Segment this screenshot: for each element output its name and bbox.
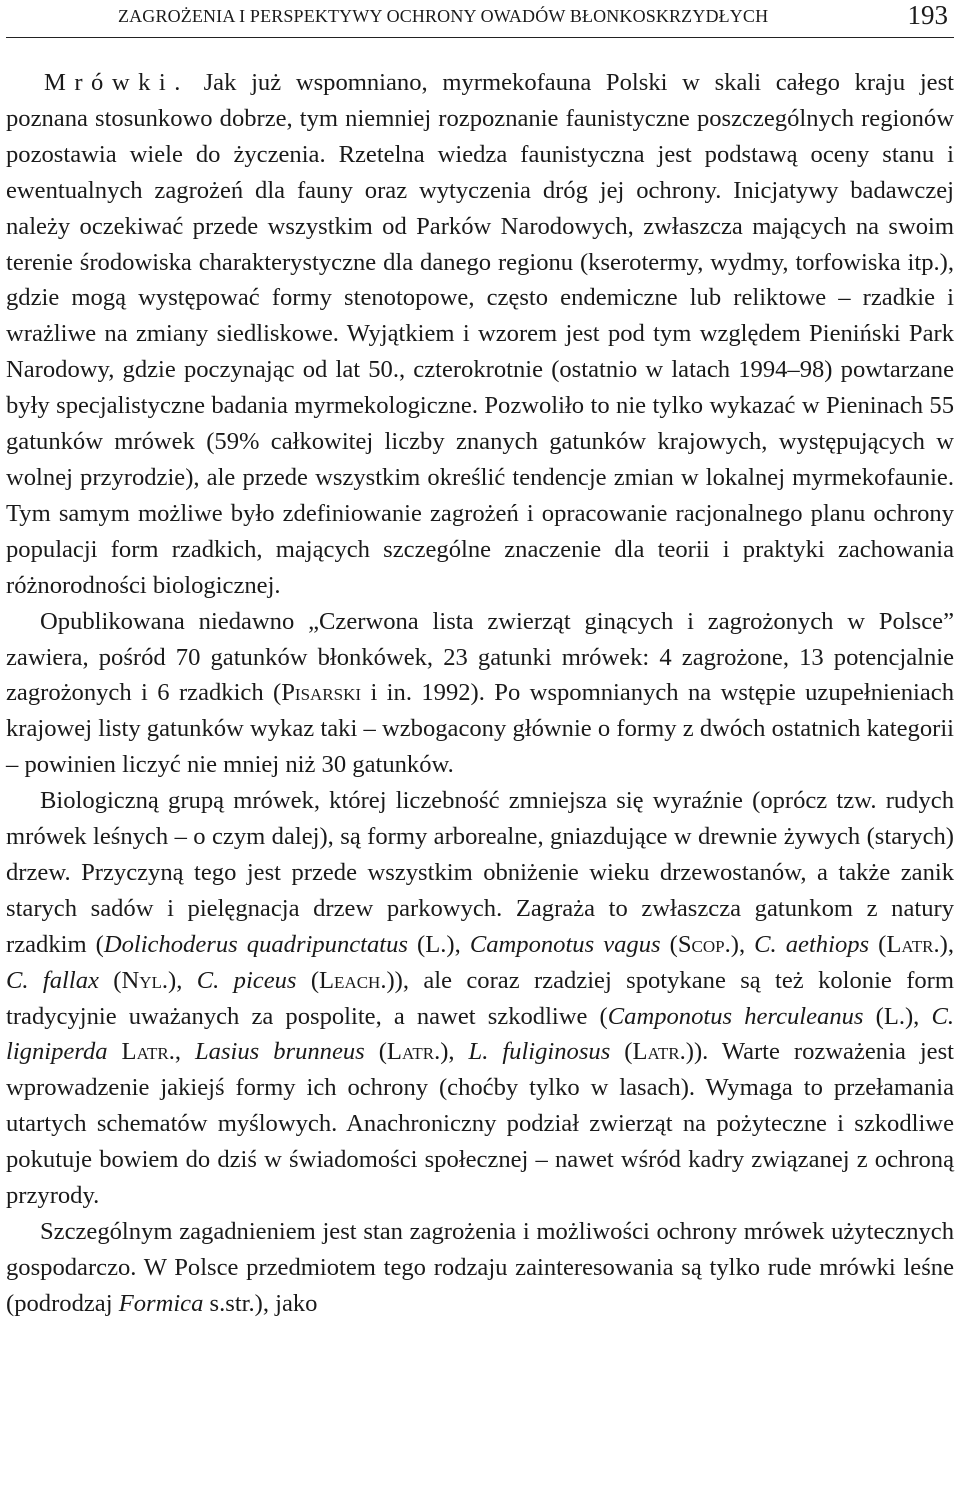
text-run: .), xyxy=(933,930,954,958)
italic-text: Lasius brunneus xyxy=(194,1038,365,1066)
text-run: ( xyxy=(869,930,887,958)
small-caps-text: Nyl xyxy=(121,966,162,994)
paragraph xyxy=(6,1214,954,1322)
small-caps-text: Latr xyxy=(386,1038,435,1066)
text-run: Szczególnym zagadnieniem jest stan zagrożenia i możliwości ochrony mrówek użytecznych gospodarczo. W Polsce przedmiotem tego rodzaju zainteresowania są tylko rude mrówki leśne (podrodzaj xyxy=(6,1218,954,1317)
text-run: .), xyxy=(724,930,755,958)
text-run: i in. 1992). Po wspomnianych na wstępie uzupełnieniach krajowej listy gatunków wykaz taki – wzbogacony głównie o formy z dwóch ostatnich kategorii – powinien liczyć nie mniej niż 30 gatunków. xyxy=(6,679,954,779)
text-run: .)), ale coraz rzadziej spotykane są też kolonie form tradycyjnie uważanych za pospolite, a nawet szkodliwe ( xyxy=(6,966,954,1030)
text-run: ., xyxy=(168,1038,195,1066)
text-run: .), xyxy=(434,1038,469,1066)
text-run: .), xyxy=(161,966,197,994)
small-caps-text: Pisarski xyxy=(281,679,362,707)
italic-text: C. ligniperda xyxy=(6,1002,955,1066)
italic-text: Camponotus vagus xyxy=(469,930,661,958)
italic-text: C. aethiops xyxy=(754,930,870,958)
running-header xyxy=(6,0,954,38)
text-run: (L.), xyxy=(863,1002,932,1030)
text-run: ( xyxy=(98,966,122,994)
italic-text: Camponotus herculeanus xyxy=(607,1002,864,1030)
text-run: Opublikowana niedawno „Czerwona lista zwierząt ginących i zagrożonych w Polsce” zawiera, pośród 70 gatunków błonkówek, 23 gatunki mrówek: 4 zagrożone, 13 potencjalnie zagrożonych i 6 rzadkich ( xyxy=(6,607,954,707)
text-run: (L.), xyxy=(408,930,470,958)
small-caps-text: Latr xyxy=(886,930,934,958)
text-run: .)). Warte rozważenia jest wprowadzenie jakiejś formy ich ochrony (choćby tylko w lasach). Wymaga to przełamania utartych schematów myślowych. Anachroniczny podział zwierząt na pożyteczne i szkodliwe pokutuje bowiem do dziś w świadomości społecznej – nawet wśród kadry związanej z ochroną przyrody. xyxy=(6,1038,954,1210)
text-run: Jak już wspomniano, myrmekofauna Polski w skali całego kraju jest poznana stosunkowo dobrze, tym niemniej rozpoznanie faunistyczne poszczególnych regionów pozostawia wiele do życzenia. Rzetelna wiedza faunistyczna jest podstawą oceny stanu i ewentualnych zagrożeń dla fauny oraz wytyczenia dróg jej ochrony. Inicjatywy badawczej należy oczekiwać przede wszystkim od Parków Narodowych, zwłaszcza mających na swoim terenie środowiska charakterystyczne dla danego regionu (kserotermy, wydmy, torfowiska itp.), gdzie mogą występować formy stenotopowe, często endemiczne lub reliktowe – rzadkie i wrażliwe na zmiany siedliskowe. Wyjątkiem i wzorem jest pod tym względem Pieniński Park Narodowy, gdzie poczynając od lat 50., czterokrotnie (ostatnio w latach 1994–98) powtarzane były specjalistyczne badania myrmekologiczne. Pozwoliło to nie tylko wykazać w Pieninach 55 gatunków mrówek (59% całkowitej liczby znanych gatunków krajowych, występujących w wolnej przyrodzie), ale przede wszystkim określić tendencje zmian w lokalnej myrmekofaunie. Tym samym możliwe było zdefiniowanie zagrożeń i opracowanie racjonalnego planu ochrony populacji form rzadkich, mających szczególne znaczenie dla teorii i praktyki zachowania różnorodności biologicznej. xyxy=(6,69,954,599)
italic-text: L. fuliginosus xyxy=(468,1038,611,1066)
text-run: s.str.), jako xyxy=(203,1289,318,1317)
italic-text: Formica xyxy=(118,1289,204,1317)
paragraph xyxy=(6,783,954,1214)
text-run: ( xyxy=(364,1038,387,1066)
italic-text: C. piceus xyxy=(196,966,297,994)
small-caps-text: Scop xyxy=(677,930,725,958)
running-title: ZAGROŻENIA I PERSPEKTYWY OCHRONY OWADÓW BŁONKOSKRZYDŁYCH xyxy=(118,6,769,26)
small-caps-text: Latr xyxy=(632,1038,680,1066)
small-caps-text: Leach xyxy=(319,966,381,994)
paragraph xyxy=(6,65,954,604)
italic-text: Dolichoderus quadripunctatus xyxy=(103,930,408,958)
text-run: ( xyxy=(296,966,320,994)
text-run: Biologiczną grupą mrówek, której liczebność zmniejsza się wyraźnie (oprócz tzw. rudych mrówek leśnych – o czym dalej), są formy arborealne, gniazdujące w drewnie żywych (starych) drzew. Przyczyną tego jest przede wszystkim obniżenie wieku drzewostanów, a także zanik starych sadów i pielęgnacja drzew parkowych. Zagraża to zwłaszcza gatunkom z natury rzadkim ( xyxy=(6,787,954,958)
text-run: ( xyxy=(610,1038,633,1066)
page-number: 193 xyxy=(907,0,948,30)
body-text xyxy=(6,65,954,1322)
spaced-heading: Mrówki. xyxy=(44,69,189,96)
text-run xyxy=(108,1038,122,1065)
small-caps-text: Latr xyxy=(121,1038,169,1066)
italic-text: C. fallax xyxy=(6,966,99,994)
paragraph xyxy=(6,604,954,784)
text-run: ( xyxy=(660,930,678,958)
